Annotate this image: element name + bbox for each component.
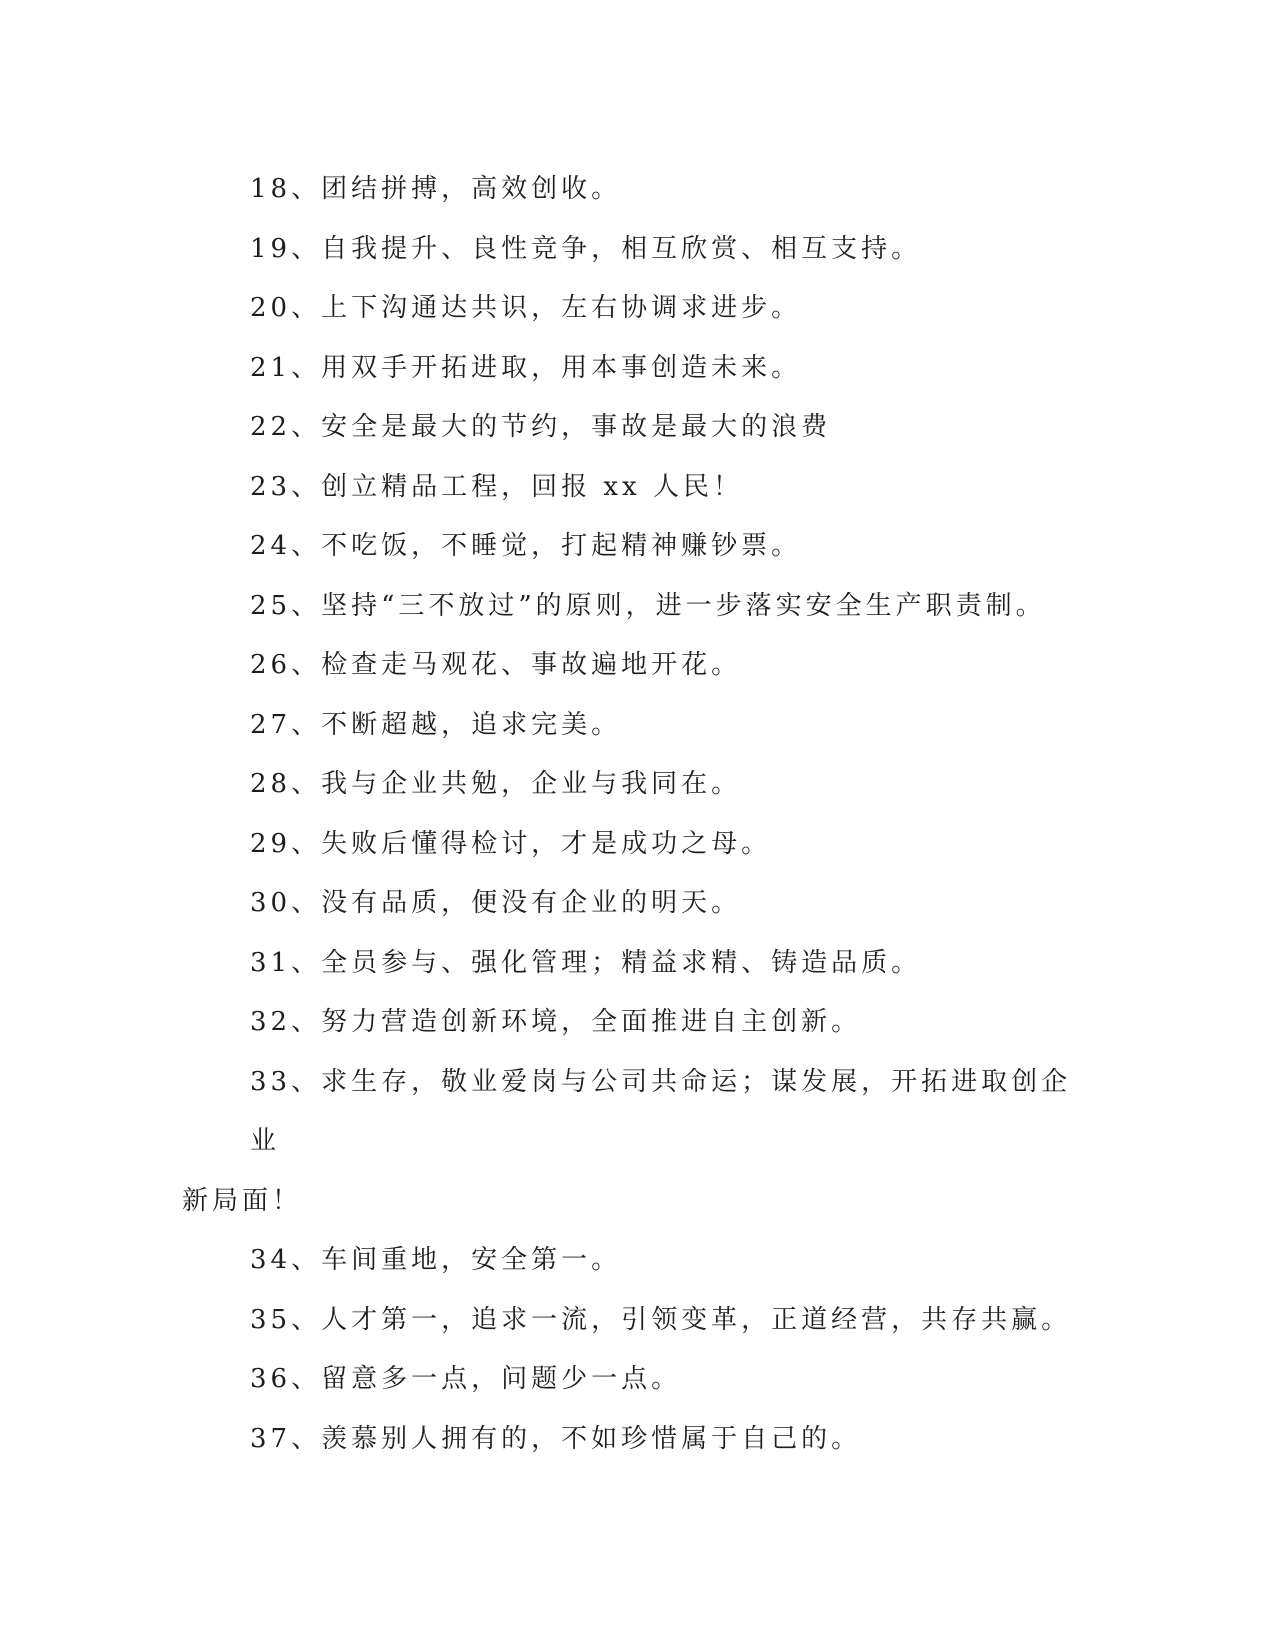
list-item: 36、留意多一点，问题少一点。 — [250, 1364, 682, 1394]
list-item: 28、我与企业共勉，企业与我同在。 — [250, 769, 742, 799]
list-item: 32、努力营造创新环境，全面推进自主创新。 — [250, 1007, 862, 1037]
list-item: 18、团结拼搏，高效创收。 — [250, 174, 622, 204]
list-item: 34、车间重地，安全第一。 — [250, 1245, 622, 1275]
list-item: 26、检查走马观花、事故遍地开花。 — [250, 650, 742, 680]
list-item: 25、坚持“三不放过”的原则，进一步落实安全生产职责制。 — [250, 590, 1046, 621]
list-item-wrapped — [182, 1053, 1100, 1232]
list-item-line-1: 33、求生存，敬业爱岗与公司共命运；谋发展，开拓进取创企业 — [250, 1066, 1072, 1156]
list-item: 20、上下沟通达共识，左右协调求进步。 — [250, 293, 802, 323]
list-item: 27、不断超越，追求完美。 — [250, 709, 622, 740]
list-item: 37、羡慕别人拥有的，不如珍惜属于自己的。 — [250, 1423, 862, 1454]
list-item: 35、人才第一，追求一流，引领变革，正道经营，共存共赢。 — [250, 1304, 1072, 1335]
list-item: 31、全员参与、强化管理；精益求精、铸造品质。 — [250, 947, 922, 978]
list-item: 19、自我提升、良性竞争，相互欣赏、相互支持。 — [250, 233, 922, 264]
document-body — [182, 160, 1082, 1469]
list-item: 24、不吃饭，不睡觉，打起精神赚钞票。 — [250, 531, 802, 561]
list-item: 29、失败后懂得检讨，才是成功之母。 — [250, 828, 772, 859]
list-item: 30、没有品质，便没有企业的明天。 — [250, 888, 742, 918]
list-item: 22、安全是最大的节约，事故是最大的浪费 — [250, 412, 832, 442]
list-item: 21、用双手开拓进取，用本事创造未来。 — [250, 352, 802, 383]
list-item: 23、创立精品工程，回报 xx 人民！ — [250, 471, 743, 502]
list-item-line-2: 新局面！ — [182, 1185, 303, 1216]
